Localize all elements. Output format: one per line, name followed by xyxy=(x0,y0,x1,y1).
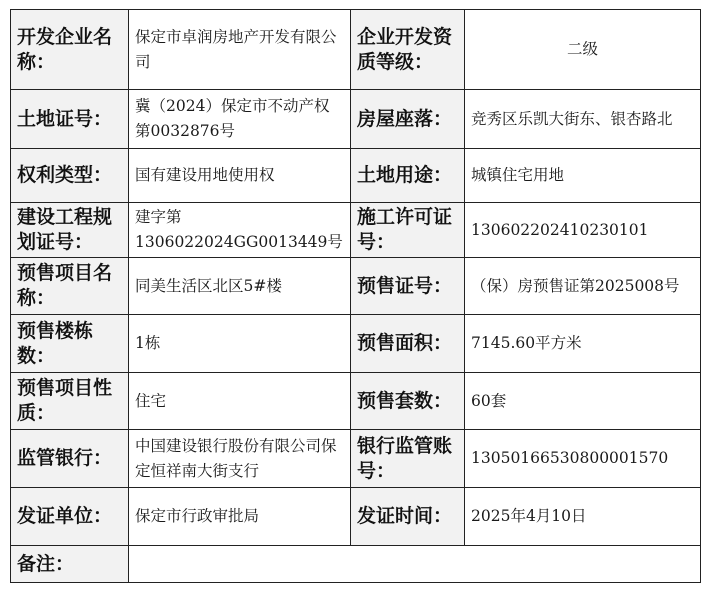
presale-project-name-label: 预售项目名称： xyxy=(11,258,129,315)
issue-date-label: 发证时间： xyxy=(351,488,465,546)
presale-permit-number-label: 预售证号： xyxy=(351,258,465,315)
table-row-building-count xyxy=(11,315,701,373)
construction-permit-value: 130602202410230101 xyxy=(465,203,701,258)
land-use-value: 城镇住宅用地 xyxy=(465,149,701,203)
issuing-authority-value: 保定市行政审批局 xyxy=(129,488,351,546)
unit-count-value: 60套 xyxy=(465,373,701,430)
unit-count-label: 预售套数： xyxy=(351,373,465,430)
presale-permit-sheet xyxy=(10,9,701,583)
table-row-right-type xyxy=(11,149,701,203)
supervising-bank-label: 监管银行： xyxy=(11,430,129,488)
table-row-supervising-bank xyxy=(11,430,701,488)
table-row-land-certificate xyxy=(11,90,701,149)
bank-account-value: 13050166530800001570 xyxy=(465,430,701,488)
table-row-remarks xyxy=(11,546,701,583)
bank-account-label: 银行监管账号： xyxy=(351,430,465,488)
table-row-presale-project xyxy=(11,258,701,315)
qualification-grade-label: 企业开发资质等级： xyxy=(351,10,465,90)
building-count-label: 预售楼栋数： xyxy=(11,315,129,373)
presale-permit-number-value: （保）房预售证第2025008号 xyxy=(465,258,701,315)
issuing-authority-label: 发证单位： xyxy=(11,488,129,546)
right-type-value: 国有建设用地使用权 xyxy=(129,149,351,203)
construction-permit-label: 施工许可证号： xyxy=(351,203,465,258)
presale-area-label: 预售面积： xyxy=(351,315,465,373)
planning-permit-label: 建设工程规划证号： xyxy=(11,203,129,258)
qualification-grade-value: 二级 xyxy=(465,10,701,90)
project-nature-label: 预售项目性质： xyxy=(11,373,129,430)
presale-permit-table xyxy=(10,9,701,583)
table-row-issuer xyxy=(11,488,701,546)
project-nature-value: 住宅 xyxy=(129,373,351,430)
right-type-label: 权利类型： xyxy=(11,149,129,203)
remarks-value xyxy=(129,546,701,583)
table-row-planning-permit xyxy=(11,203,701,258)
presale-area-value: 7145.60平方米 xyxy=(465,315,701,373)
land-use-label: 土地用途： xyxy=(351,149,465,203)
property-location-value: 竞秀区乐凯大街东、银杏路北 xyxy=(465,90,701,149)
planning-permit-value: 建字第1306022024GG0013449号 xyxy=(129,203,351,258)
table-row-project-nature xyxy=(11,373,701,430)
supervising-bank-value: 中国建设银行股份有限公司保定恒祥南大街支行 xyxy=(129,430,351,488)
property-location-label: 房屋座落： xyxy=(351,90,465,149)
issue-date-value: 2025年4月10日 xyxy=(465,488,701,546)
building-count-value: 1栋 xyxy=(129,315,351,373)
land-certificate-label: 土地证号： xyxy=(11,90,129,149)
presale-project-name-value: 同美生活区北区5#楼 xyxy=(129,258,351,315)
developer-name-label: 开发企业名称： xyxy=(11,10,129,90)
table-row-developer xyxy=(11,10,701,90)
developer-name-value: 保定市卓润房地产开发有限公司 xyxy=(129,10,351,90)
remarks-label: 备注： xyxy=(11,546,129,583)
land-certificate-value: 冀（2024）保定市不动产权第0032876号 xyxy=(129,90,351,149)
